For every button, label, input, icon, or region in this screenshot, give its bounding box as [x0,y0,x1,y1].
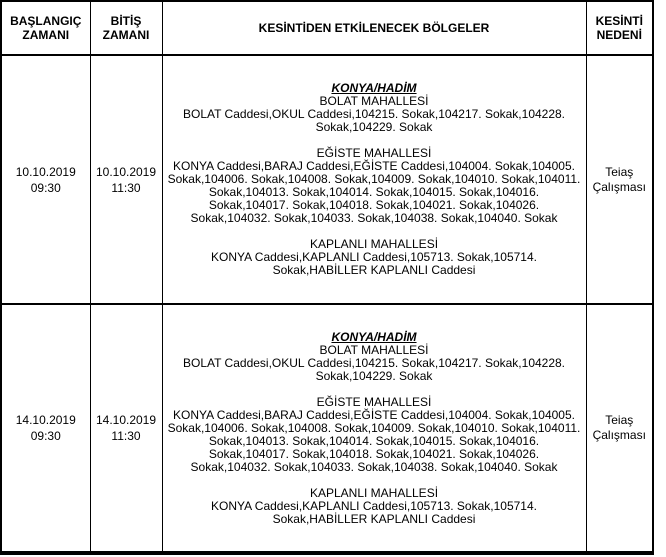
neighborhood-name: BOLAT MAHALLESİ [319,342,429,357]
outage-row [1,55,653,304]
outage-reason-cell: Teiaş Çalışması [586,304,653,553]
neighborhood-name: BOLAT MAHALLESİ [319,94,429,108]
region-section [168,331,581,383]
col-header-affected-regions: KESİNTİDEN ETKİLENECEK BÖLGELER [162,1,586,55]
region-title: KONYA/HADİM [331,329,417,344]
end-date: 10.10.2019 [95,164,157,179]
affected-regions-cell [162,304,586,553]
neighborhood-name: EĞİSTE MAHALLESİ [316,146,432,160]
region-section [168,147,581,225]
affected-regions-cell [162,55,586,304]
end-time-cell [90,304,162,553]
col-header-start-time: BAŞLANGIÇ ZAMANI [1,1,90,55]
neighborhood-name: EĞİSTE MAHALLESİ [316,394,432,409]
region-title: KONYA/HADİM [331,81,417,95]
street-list: KONYA Caddesi,KAPLANLI Caddesi,105713. Sokak,105714. Sokak,HABİLLER KAPLANLI Caddesi [211,498,537,526]
start-time: 09:30 [30,429,61,443]
street-list: KONYA Caddesi,BARAJ Caddesi,EĞİSTE Caddesi,104004. Sokak,104005. Sokak,104006. Sokak,104008. Sokak,104009. Sokak,104010. Sokak,104011. Sokak,104013. Sokak,104014. Sokak,104015. Sokak,104016. Sokak,104017. Sokak,104018. Sokak,104021. Sokak,104026. Sokak,104032. Sokak,104033. Sokak,104038. Sokak,104040. Sokak [167,407,581,474]
region-section [168,238,581,277]
region-section [168,396,581,474]
street-list: KONYA Caddesi,KAPLANLI Caddesi,105713. Sokak,105714. Sokak,HABİLLER KAPLANLI Caddesi [211,250,537,277]
end-time-cell [90,55,162,304]
neighborhood-name: KAPLANLI MAHALLESİ [309,237,439,251]
end-date: 14.10.2019 [95,413,157,427]
col-header-outage-reason: KESİNTİ NEDENİ [586,1,653,55]
street-list: BOLAT Caddesi,OKUL Caddesi,104215. Sokak,104217. Sokak,104228. Sokak,104229. Sokak [182,355,566,383]
start-time: 09:30 [30,180,61,195]
outage-row [1,304,653,553]
region-section [168,82,581,134]
region-section [168,487,581,526]
end-time: 11:30 [111,180,141,195]
outage-reason-cell: Teiaş Çalışması [586,55,653,304]
start-time-cell [1,55,90,304]
start-date: 10.10.2019 [15,164,76,179]
start-time-cell [1,304,90,553]
street-list: KONYA Caddesi,BARAJ Caddesi,EĞİSTE Caddesi,104004. Sokak,104005. Sokak,104006. Sokak,104008. Sokak,104009. Sokak,104010. Sokak,104011. Sokak,104013. Sokak,104014. Sokak,104015. Sokak,104016. Sokak,104017. Sokak,104018. Sokak,104021. Sokak,104026. Sokak,104032. Sokak,104033. Sokak,104038. Sokak,104040. Sokak [167,159,581,225]
neighborhood-name: KAPLANLI MAHALLESİ [309,485,439,500]
start-date: 14.10.2019 [15,413,76,427]
table-header-row [1,1,653,55]
col-header-end-time: BİTİŞ ZAMANI [90,1,162,55]
street-list: BOLAT Caddesi,OKUL Caddesi,104215. Sokak,104217. Sokak,104228. Sokak,104229. Sokak [182,107,566,134]
end-time: 11:30 [111,429,141,443]
